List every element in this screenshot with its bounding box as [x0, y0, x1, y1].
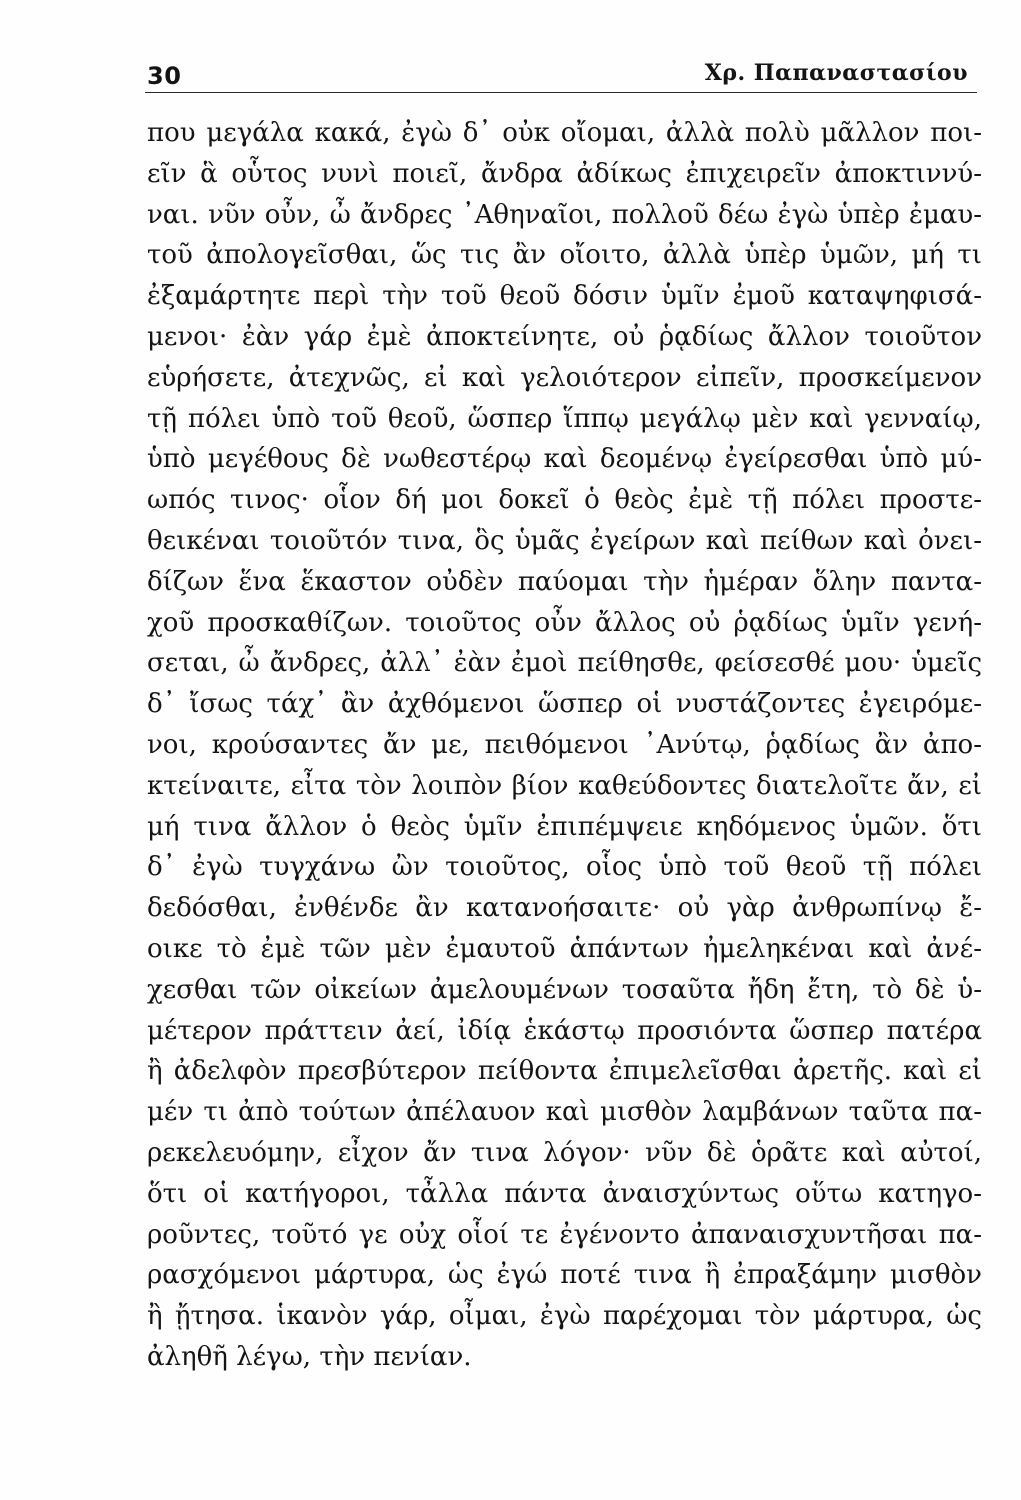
text-line: ὑπὸ μεγέθους δὲ νωθεστέρῳ καὶ δεομένῳ ἐγείρεσθαι ὑπὸ μύ- — [147, 444, 982, 475]
text-line: ρασχόμενοι μάρτυρα, ὡς ἐγώ ποτέ τινα ἢ ἐπραξάμην μισθὸν — [147, 1260, 982, 1291]
text-line: που μεγάλα κακά, ἐγὼ δ᾽ οὐκ οἴομαι, ἀλλὰ πολὺ μᾶλλον ποι- — [147, 118, 982, 148]
text-line: οικε τὸ ἐμὲ τῶν μὲν ἐμαυτοῦ ἁπάντων ἠμεληκέναι καὶ ἀνέ- — [147, 933, 982, 964]
text-line: δίζων ἕνα ἕκαστον οὐδὲν παύομαι τὴν ἡμέραν ὅλην παντα- — [147, 566, 982, 597]
page-number: 30 — [147, 62, 182, 90]
text-line: δ᾽ ἐγὼ τυγχάνω ὢν τοιοῦτος, οἷος ὑπὸ τοῦ θεοῦ τῇ πόλει — [147, 852, 982, 883]
text-line: τῇ πόλει ὑπὸ τοῦ θεοῦ, ὥσπερ ἵππῳ μεγάλῳ μὲν καὶ γενναίῳ, — [147, 403, 982, 434]
running-head — [145, 58, 980, 92]
text-line: μενοι· ἐὰν γάρ ἐμὲ ἀποκτείνητε, οὐ ῥᾳδίως ἄλλον τοιοῦτον — [147, 321, 982, 352]
text-line: μέν τι ἀπὸ τούτων ἀπέλαυον καὶ μισθὸν λαμβάνων ταῦτα πα- — [147, 1097, 982, 1128]
text-line: κτείναιτε, εἶτα τὸν λοιπὸν βίον καθεύδοντες διατελοῖτε ἄν, εἰ — [147, 770, 982, 801]
text-line: χεσθαι τῶν οἰκείων ἀμελουμένων τοσαῦτα ἤδη ἔτη, τὸ δὲ ὑ- — [147, 974, 982, 1005]
text-line: ωπός τινος· οἷον δή μοι δοκεῖ ὁ θεὸς ἐμὲ τῇ πόλει προστε- — [147, 485, 982, 516]
text-line: δεδόσθαι, ἐνθένδε ἂν κατανοήσαιτε· οὐ γὰρ ἀνθρωπίνῳ ἔ- — [147, 893, 982, 924]
text-line: ναι. νῦν οὖν, ὦ ἄνδρες ᾽Αθηναῖοι, πολλοῦ δέω ἐγὼ ὑπὲρ ἐμαυ- — [147, 199, 982, 230]
text-line: χοῦ προσκαθίζων. τοιοῦτος οὖν ἄλλος οὐ ῥᾳδίως ὑμῖν γενή- — [147, 607, 982, 638]
text-line: τοῦ ἀπολογεῖσθαι, ὥς τις ἂν οἴοιτο, ἀλλὰ ὑπὲρ ὑμῶν, μή τι — [147, 240, 982, 271]
text-line: ὅτι οἱ κατήγοροι, τἆλλα πάντα ἀναισχύντως οὕτω κατηγο- — [147, 1178, 982, 1209]
text-line: μή τινα ἄλλον ὁ θεὸς ὑμῖν ἐπιπέμψειε κηδόμενος ὑμῶν. ὅτι — [147, 811, 982, 842]
text-line: δ᾽ ἴσως τάχ᾽ ἂν ἀχθόμενοι ὥσπερ οἱ νυστάζοντες ἐγειρόμε- — [147, 689, 982, 720]
text-line: εὑρήσετε, ἀτεχνῶς, εἰ καὶ γελοιότερον εἰπεῖν, προσκείμενον — [147, 362, 982, 393]
text-line: ροῦντες, τοῦτό γε οὐχ οἷοί τε ἐγένοντο ἀπαναισχυντῆσαι πα- — [147, 1219, 982, 1250]
text-line: ἢ ᾔτησα. ἱκανὸν γάρ, οἶμαι, ἐγὼ παρέχομαι τὸν μάρτυρα, ὡς — [147, 1301, 982, 1332]
text-line: νοι, κρούσαντες ἄν με, πειθόμενοι ᾽Ανύτῳ, ῥᾳδίως ἂν ἀπο- — [147, 729, 982, 760]
text-line: θεικέναι τοιοῦτόν τινα, ὃς ὑμᾶς ἐγείρων καὶ πείθων καὶ ὀνει- — [147, 525, 982, 556]
text-line: σεται, ὦ ἄνδρες, ἀλλ᾽ ἐὰν ἐμοὶ πείθησθε, φείσεσθέ μου· ὑμεῖς — [147, 648, 982, 679]
text-line: ρεκελευόμην, εἶχον ἄν τινα λόγον· νῦν δὲ ὁρᾶτε καὶ αὐτοί, — [147, 1137, 982, 1168]
text-line-final: ἀληθῆ λέγω, τὴν πενίαν. — [147, 1341, 472, 1372]
text-line: εῖν ἃ οὗτος νυνὶ ποιεῖ, ἄνδρα ἀδίκως ἐπιχειρεῖν ἀποκτιννύ- — [147, 158, 982, 189]
running-title: Χρ. Παπαναστασίου — [704, 60, 968, 86]
text-line: ἐξαμάρτητε περὶ τὴν τοῦ θεοῦ δόσιν ὑμῖν ἐμοῦ καταψηφισά- — [147, 281, 982, 312]
header-rule — [145, 92, 977, 93]
text-line: ἢ ἀδελφὸν πρεσβύτερον πείθοντα ἐπιμελεῖσθαι ἀρετῆς. καὶ εἰ — [147, 1056, 982, 1087]
body-text — [147, 113, 982, 1378]
text-line: μέτερον πράττειν ἀεί, ἰδίᾳ ἑκάστῳ προσιόντα ὥσπερ πατέρα — [147, 1015, 982, 1046]
